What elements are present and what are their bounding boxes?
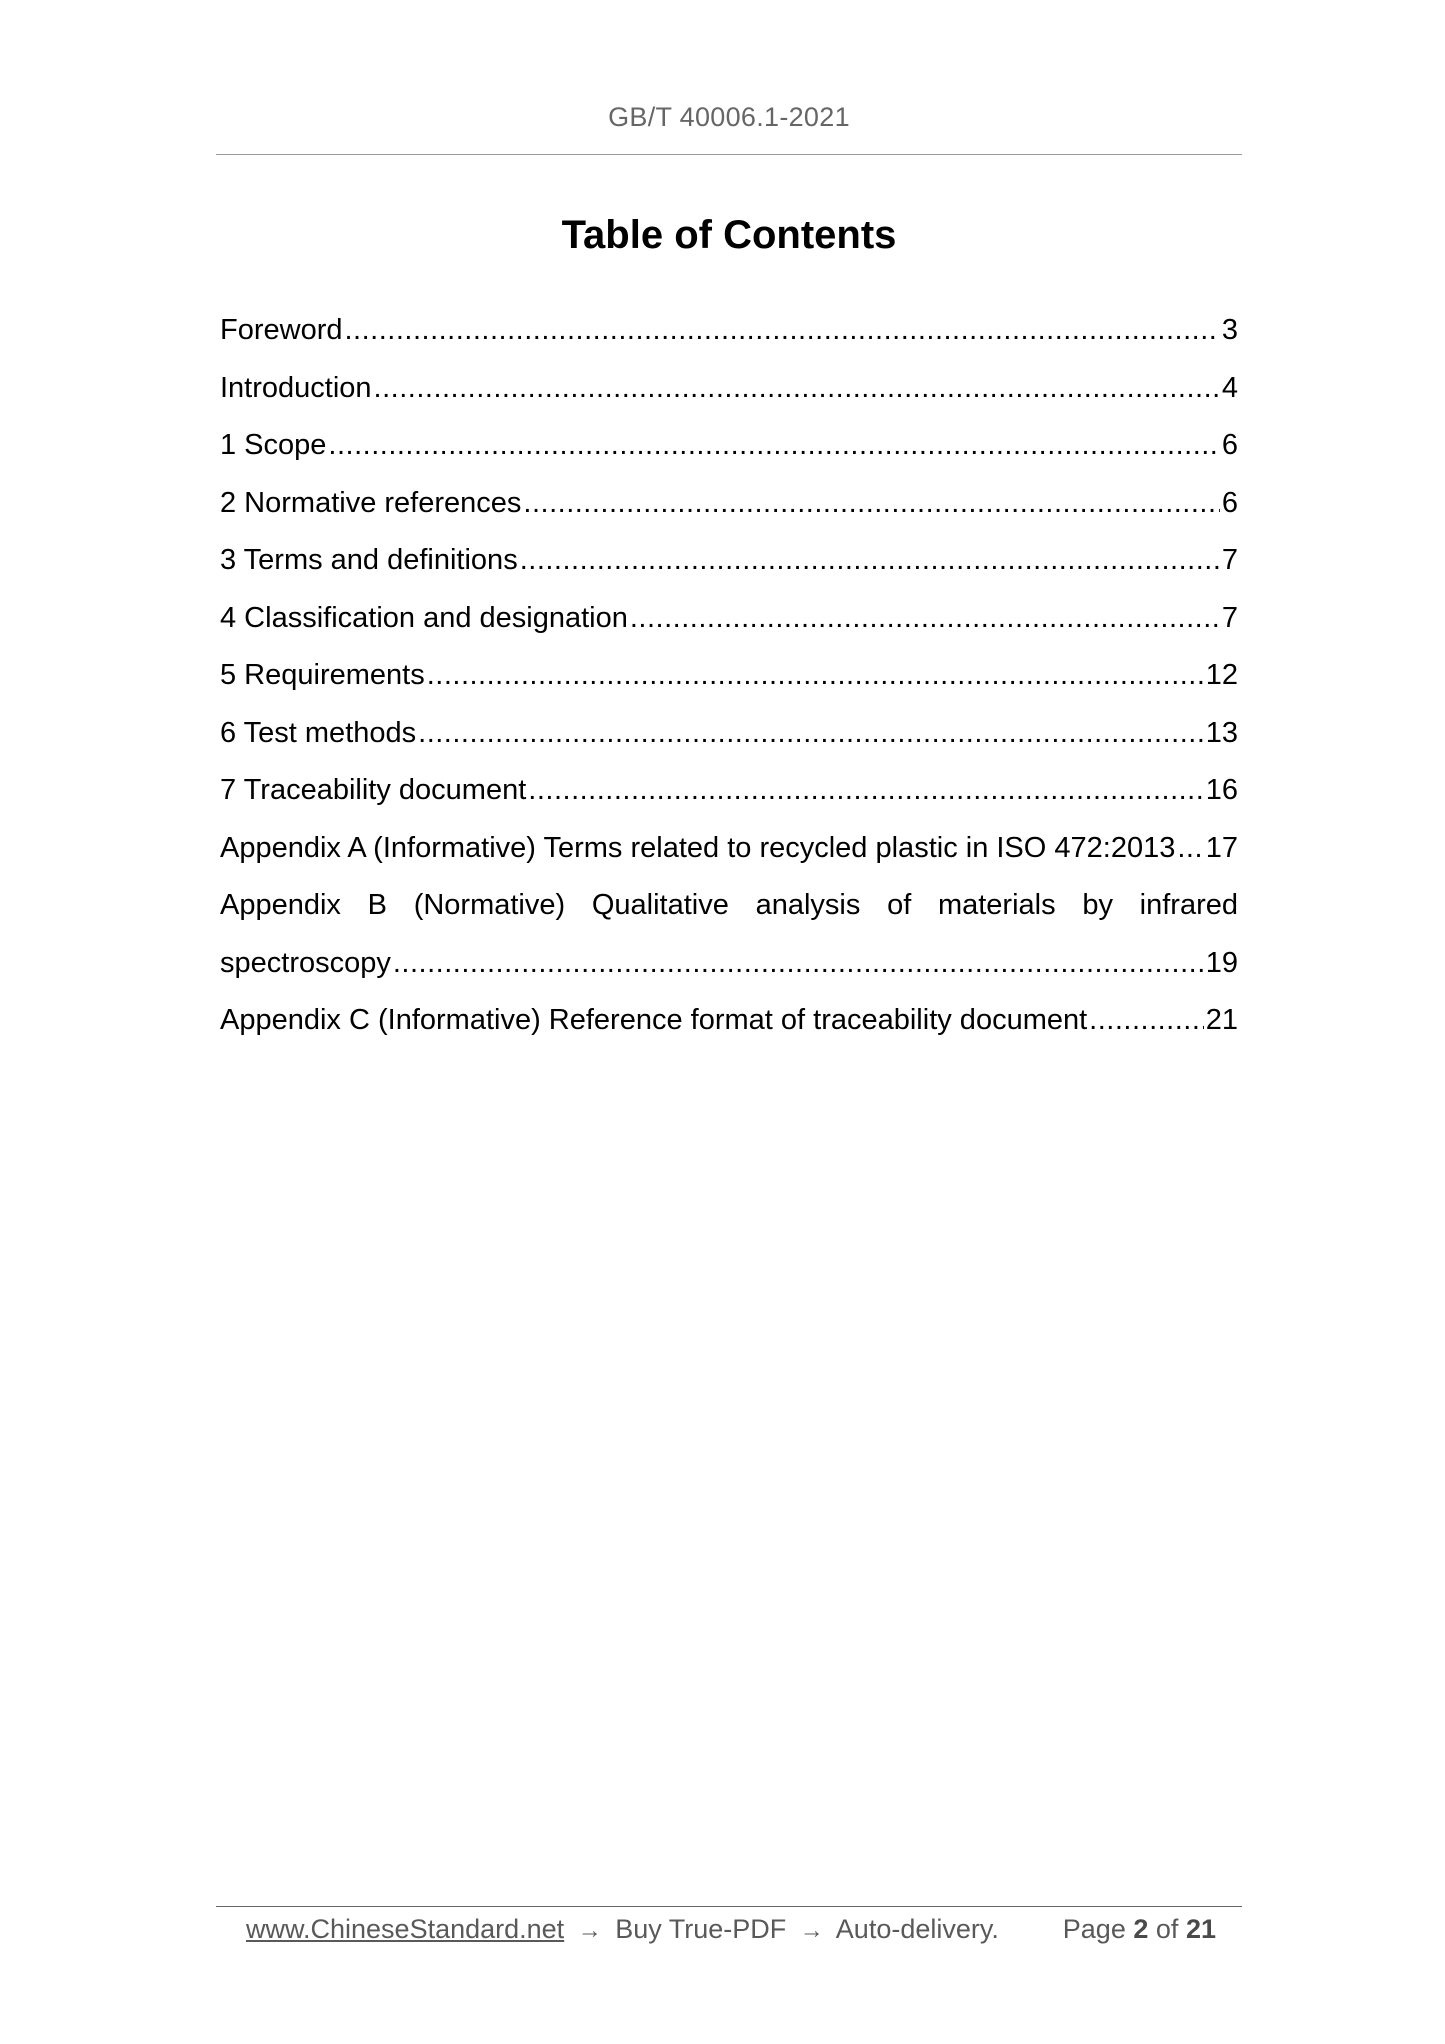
toc-entry-page: 6 <box>1221 486 1238 519</box>
toc-entry-page: 6 <box>1221 429 1238 461</box>
toc-word: materials <box>937 889 1056 921</box>
toc-entry-label: 6 Test methods <box>220 716 417 749</box>
toc-entry-label: 1 Scope <box>220 429 327 461</box>
delivery-text: Auto-delivery. <box>835 1914 999 1944</box>
toc-entry-label: 5 Requirements <box>220 659 425 691</box>
page-title: Table of Contents <box>561 213 897 257</box>
header-divider <box>216 154 1242 155</box>
buy-text: Buy True-PDF <box>615 1914 787 1944</box>
page-word: Page <box>1062 1914 1126 1944</box>
toc-entry-terms-definitions[interactable] <box>220 532 1238 590</box>
toc-entry-label: spectroscopy <box>220 946 391 979</box>
total-pages-number: 21 <box>1185 1914 1216 1944</box>
toc-entry-normative-references[interactable] <box>220 475 1238 533</box>
toc-word: infrared <box>1139 889 1238 921</box>
toc-entry-appendix-c[interactable] <box>220 992 1238 1050</box>
toc-entry-page: 17 <box>1205 831 1238 864</box>
toc-entry-introduction[interactable] <box>220 360 1238 418</box>
website-link[interactable]: www.ChineseStandard.net <box>246 1914 565 1944</box>
toc-entry-appendix-b[interactable] <box>220 877 1238 992</box>
current-page-number: 2 <box>1133 1914 1149 1944</box>
dot-leader <box>427 647 1204 705</box>
toc-entry-traceability-document[interactable] <box>220 762 1238 820</box>
toc-entry-page: 12 <box>1205 659 1238 691</box>
toc-word: of <box>887 889 912 921</box>
footer-divider <box>216 1906 1242 1907</box>
toc-entry-label-line <box>220 877 1238 935</box>
toc-entry-test-methods[interactable] <box>220 705 1238 763</box>
dot-leader <box>374 360 1220 418</box>
toc-entry-classification[interactable] <box>220 590 1238 648</box>
toc-entry-label: 7 Traceability document <box>220 774 527 806</box>
toc-word: B <box>367 889 387 921</box>
toc-entry-label: Foreword <box>220 314 343 346</box>
dot-leader <box>345 302 1220 360</box>
dot-leader <box>418 705 1204 763</box>
table-of-contents <box>220 302 1238 1050</box>
toc-entry-label: Introduction <box>220 371 372 404</box>
toc-entry-page: 21 <box>1205 1004 1238 1036</box>
toc-word: (Normative) <box>413 889 566 921</box>
toc-entry-page: 7 <box>1221 544 1238 576</box>
toc-entry-label: Appendix A (Informative) Terms related to recycled plastic in ISO 472:2013 <box>220 831 1176 864</box>
toc-word: by <box>1082 889 1113 921</box>
toc-entry-label: Appendix C (Informative) Reference format of traceability document <box>220 1004 1088 1036</box>
dot-leader <box>328 417 1219 475</box>
dot-leader <box>393 935 1204 993</box>
footer-promo <box>246 1909 999 1949</box>
page-counter <box>1063 1909 1216 1949</box>
toc-entry-page: 3 <box>1221 314 1238 346</box>
toc-entry-scope[interactable] <box>220 417 1238 475</box>
toc-entry-label: 2 Normative references <box>220 486 522 519</box>
toc-word: Appendix <box>220 889 341 921</box>
toc-entry-label: 4 Classification and designation <box>220 601 628 634</box>
toc-entry-appendix-a[interactable] <box>220 820 1238 878</box>
dot-leader <box>1089 992 1204 1050</box>
dot-leader <box>520 532 1220 590</box>
toc-word: Qualitative <box>591 889 729 921</box>
toc-entry-foreword[interactable] <box>220 302 1238 360</box>
dot-leader <box>523 475 1219 533</box>
toc-entry-page: 7 <box>1221 601 1238 634</box>
page-footer <box>246 1909 1216 1949</box>
toc-entry-page: 16 <box>1205 774 1238 806</box>
dot-leader <box>528 762 1203 820</box>
toc-entry-page: 19 <box>1205 946 1238 979</box>
toc-entry-label: 3 Terms and definitions <box>220 544 518 576</box>
dot-leader <box>630 590 1220 648</box>
running-header: GB/T 40006.1-2021 <box>608 102 850 132</box>
toc-entry-label-line <box>220 935 1238 993</box>
toc-entry-requirements[interactable] <box>220 647 1238 705</box>
toc-entry-page: 4 <box>1221 371 1238 404</box>
toc-word: analysis <box>755 889 861 921</box>
right-arrow-icon: → <box>577 1917 602 1944</box>
of-word: of <box>1155 1914 1179 1944</box>
right-arrow-icon: → <box>799 1917 824 1944</box>
toc-entry-page: 13 <box>1205 716 1238 749</box>
dot-leader <box>1177 820 1203 878</box>
